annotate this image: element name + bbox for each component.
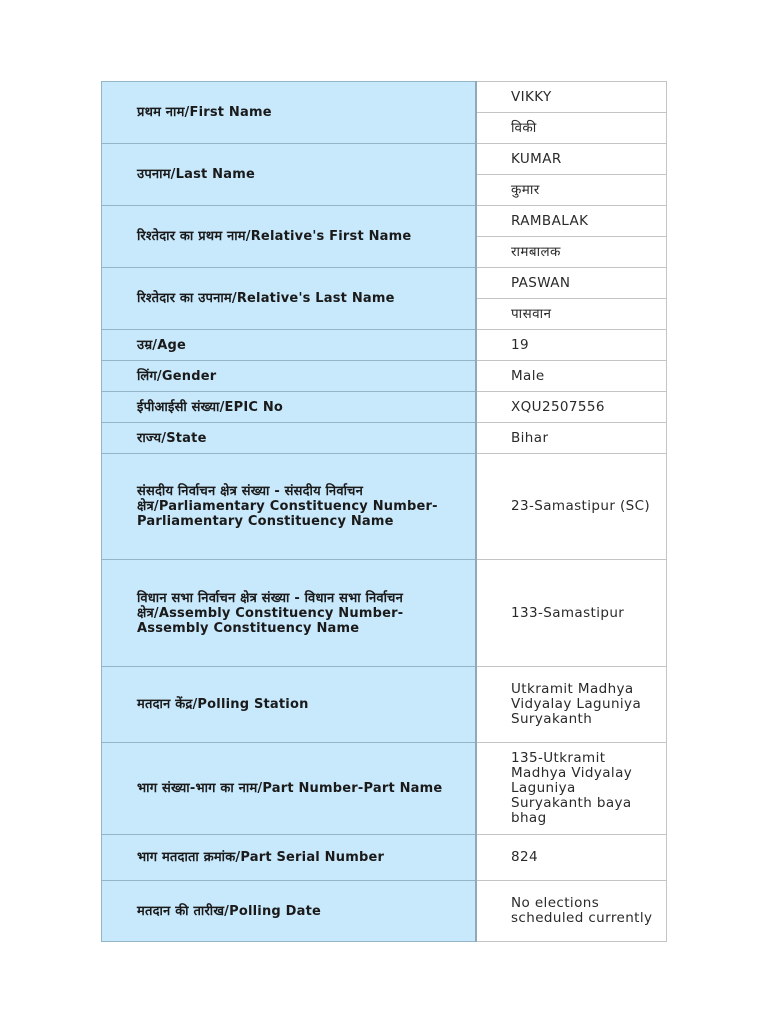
table-row (102, 144, 667, 175)
field-value: रामबालक (476, 237, 667, 268)
table-row (102, 206, 667, 237)
field-value: विकी (476, 113, 667, 144)
field-value: 133-Samastipur (476, 560, 667, 667)
field-value: VIKKY (476, 82, 667, 113)
field-label: मतदान केंद्र/Polling Station (102, 667, 477, 743)
table-row (102, 423, 667, 454)
field-label: लिंग/Gender (102, 361, 477, 392)
field-value: PASWAN (476, 268, 667, 299)
field-label: मतदान की तारीख/Polling Date (102, 881, 477, 942)
field-value: Male (476, 361, 667, 392)
table-row (102, 667, 667, 743)
field-value: 19 (476, 330, 667, 361)
field-value: XQU2507556 (476, 392, 667, 423)
field-label: रिश्तेदार का उपनाम/Relative's Last Name (102, 268, 477, 330)
field-label: प्रथम नाम/First Name (102, 82, 477, 144)
field-value: No elections scheduled currently (476, 881, 667, 942)
table-row (102, 881, 667, 942)
field-value: RAMBALAK (476, 206, 667, 237)
field-label: ईपीआईसी संख्या/EPIC No (102, 392, 477, 423)
table-row (102, 835, 667, 881)
field-value: 135-Utkramit Madhya Vidyalay Laguniya Suryakanth baya bhag (476, 743, 667, 835)
field-label: उम्र/Age (102, 330, 477, 361)
field-value: कुमार (476, 175, 667, 206)
voter-details-body (102, 82, 667, 942)
field-label: रिश्तेदार का प्रथम नाम/Relative's First Name (102, 206, 477, 268)
field-label: राज्य/State (102, 423, 477, 454)
field-label: भाग मतदाता क्रमांक/Part Serial Number (102, 835, 477, 881)
table-row (102, 743, 667, 835)
field-label: संसदीय निर्वाचन क्षेत्र संख्या - संसदीय निर्वाचन क्षेत्र/Parliamentary Constituency Number-Parliamentary Constituency Name (102, 454, 477, 560)
table-row (102, 560, 667, 667)
table-row (102, 268, 667, 299)
voter-details-table (101, 81, 667, 942)
field-value: Bihar (476, 423, 667, 454)
table-row (102, 330, 667, 361)
field-label: उपनाम/Last Name (102, 144, 477, 206)
table-row (102, 454, 667, 560)
field-value: पासवान (476, 299, 667, 330)
table-row (102, 392, 667, 423)
field-value: KUMAR (476, 144, 667, 175)
field-value: 824 (476, 835, 667, 881)
field-value: Utkramit Madhya Vidyalay Laguniya Suryakanth (476, 667, 667, 743)
field-value: 23-Samastipur (SC) (476, 454, 667, 560)
field-label: भाग संख्या-भाग का नाम/Part Number-Part Name (102, 743, 477, 835)
table-row (102, 82, 667, 113)
field-label: विधान सभा निर्वाचन क्षेत्र संख्या - विधान सभा निर्वाचन क्षेत्र/Assembly Constituency Number-Assembly Constituency Name (102, 560, 477, 667)
table-row (102, 361, 667, 392)
